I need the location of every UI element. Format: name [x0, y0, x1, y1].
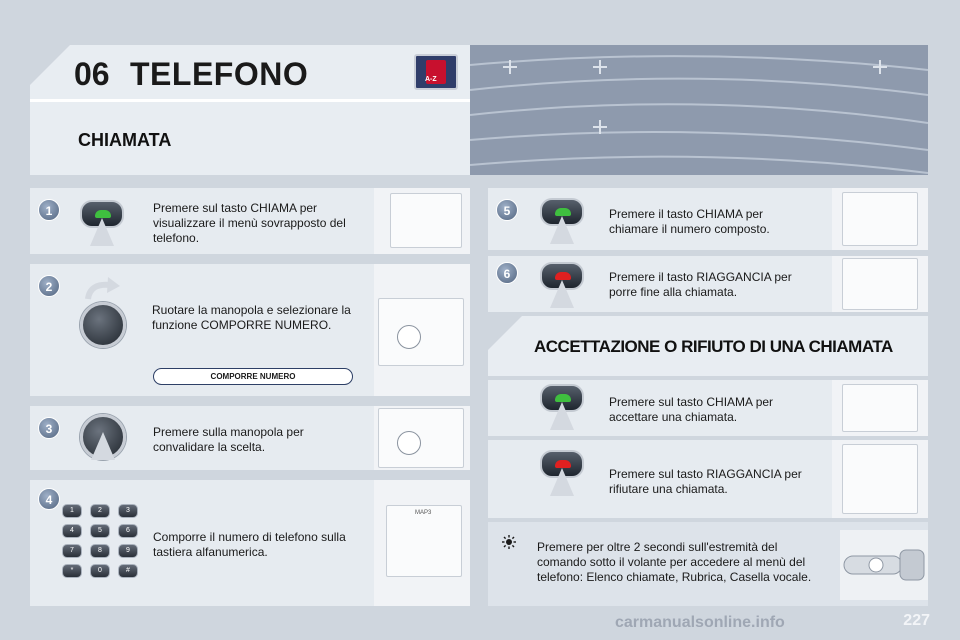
device-label: MAP3 [415, 510, 432, 516]
reject-call-text: Premere sul tasto RIAGGANCIA per rifiutare una chiamata. [609, 467, 802, 496]
key-3: 3 [118, 504, 138, 518]
step-5-text: Premere il tasto CHIAMA per chiamare il numero composto. [609, 207, 770, 236]
keypad-thumbnail [390, 193, 462, 248]
arrow-up-icon [550, 468, 574, 496]
step-5-badge: 5 [496, 199, 518, 221]
key-star: * [62, 564, 82, 578]
step-2-text: Ruotare la manopola e selezionare la funzione COMPORRE NUMERO. [152, 303, 351, 332]
rotate-arrow-icon [84, 277, 120, 301]
keypad-thumbnail [842, 444, 918, 514]
tip-sun-icon [502, 535, 516, 549]
key-1: 1 [62, 504, 82, 518]
decorative-header-image [470, 45, 928, 175]
header-divider [30, 99, 470, 102]
radio-thumbnail [378, 298, 464, 366]
keypad-thumbnail [386, 505, 462, 577]
keypad-thumbnail [842, 258, 918, 310]
step-6-text: Premere il tasto RIAGGANCIA per porre fine alla chiamata. [609, 270, 792, 299]
arrow-up-icon [550, 280, 574, 308]
arrow-up-icon [90, 218, 114, 246]
keypad-thumbnail [842, 192, 918, 246]
steering-stalk-image [840, 530, 928, 600]
step-2-badge: 2 [38, 275, 60, 297]
step-4-badge: 4 [38, 488, 60, 510]
page-number: 227 [903, 612, 930, 629]
step-4-text: Comporre il numero di telefono sulla tastiera alfanumerica. [153, 530, 346, 559]
arrow-up-icon [91, 432, 115, 460]
watermark: carmanualsonline.info [615, 614, 785, 631]
step-1-badge: 1 [38, 199, 60, 221]
accept-section-title: ACCETTAZIONE O RIFIUTO DI UNA CHIAMATA [534, 337, 893, 356]
keypad-thumbnail [842, 384, 918, 432]
key-0: 0 [90, 564, 110, 578]
step-3-badge: 3 [38, 417, 60, 439]
section-title: CHIAMATA [78, 130, 172, 150]
arrow-up-icon [550, 216, 574, 244]
key-9: 9 [118, 544, 138, 558]
accept-call-text: Premere sul tasto CHIAMA per accettare una chiamata. [609, 395, 774, 424]
arrow-up-icon [550, 402, 574, 430]
index-badge-icon[interactable] [414, 54, 458, 90]
alphanumeric-keypad [62, 504, 142, 584]
chapter-number: 06 [74, 56, 110, 92]
key-8: 8 [90, 544, 110, 558]
compose-number-pill: COMPORRE NUMERO [153, 368, 353, 385]
step-1-text: Premere sul tasto CHIAMA per visualizzare il menù sovrapposto del telefono. [153, 201, 346, 245]
tip-text: Premere per oltre 2 secondi sull'estremità del comando sotto il volante per accedere al menù del telefono: Elenco chiamate, Rubrica, Casella vocale. [537, 540, 812, 584]
step-3-text: Premere sulla manopola per convalidare la scelta. [153, 425, 304, 454]
key-7: 7 [62, 544, 82, 558]
key-5: 5 [90, 524, 110, 538]
rotary-knob-icon [80, 302, 126, 348]
key-6: 6 [118, 524, 138, 538]
chapter-title: TELEFONO [130, 56, 309, 92]
key-hash: # [118, 564, 138, 578]
key-2: 2 [90, 504, 110, 518]
step-6-badge: 6 [496, 262, 518, 284]
radio-thumbnail [378, 408, 464, 468]
index-badge-label: A-Z [425, 76, 437, 83]
key-4: 4 [62, 524, 82, 538]
